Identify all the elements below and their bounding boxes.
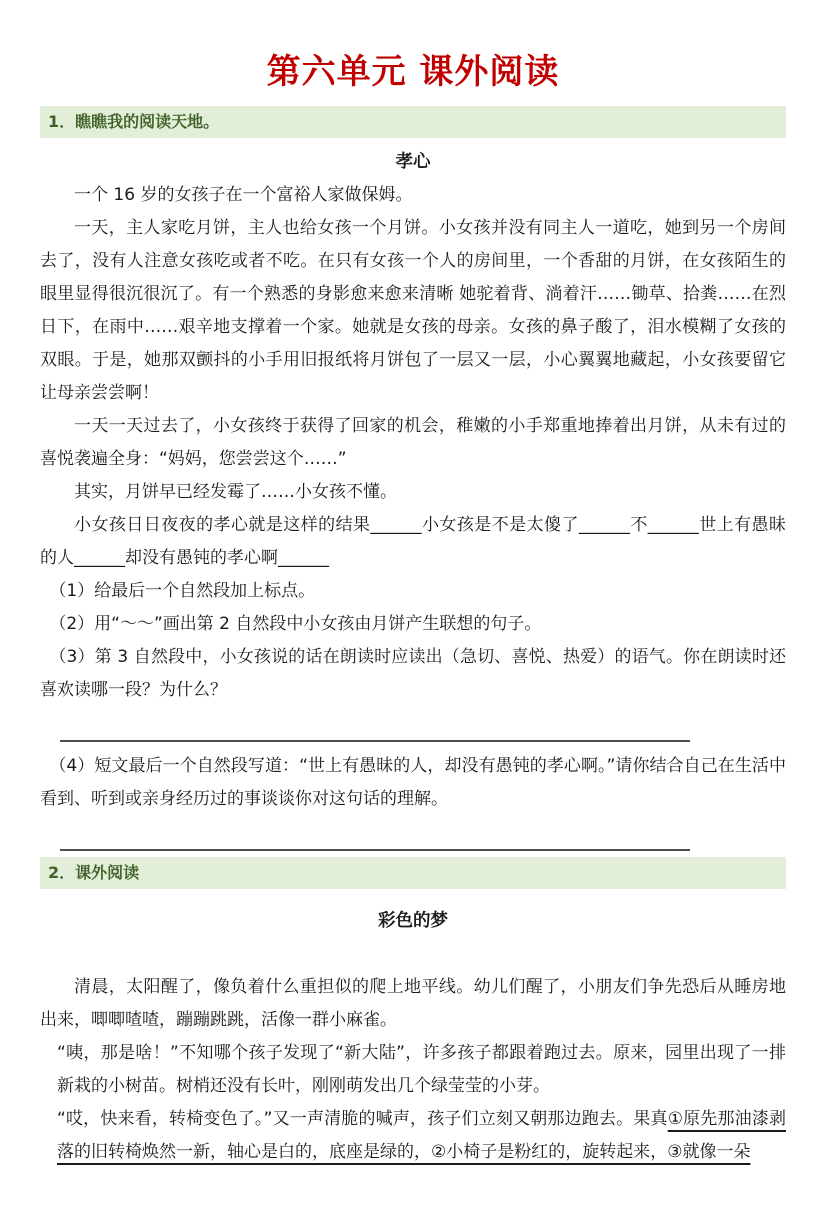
answer-line <box>60 825 690 851</box>
section-1-banner: 1．瞧瞧我的阅读天地。 <box>40 106 786 138</box>
article-1-paragraph: 一天一天过去了，小女孩终于获得了回家的机会，稚嫩的小手郑重地捧着出月饼，从未有过的喜悦袭遍全身：“妈妈，您尝尝这个……” <box>40 416 786 469</box>
article-1-title: 孝心 <box>395 152 431 172</box>
paragraph-text-underlined: ①原先那油漆剥落的旧转椅焕然一新，轴心是白的，底座是绿的，②小椅子是粉红的，旋转起来，③就像一朵 <box>57 1109 786 1162</box>
question-3: （3）第 3 自然段中，小女孩说的话在朗读时应读出（急切、喜悦、热爱）的语气。你在朗读时还喜欢读哪一段？为什么？ <box>40 647 786 700</box>
article-2-paragraph: 清晨，太阳醒了，像负着什么重担似的爬上地平线。幼儿们醒了，小朋友们争先恐后从睡房地出来，唧唧喳喳，蹦蹦跳跳，活像一群小麻雀。 <box>40 977 786 1030</box>
article-1-paragraph: 一天，主人家吃月饼，主人也给女孩一个月饼。小女孩并没有同主人一道吃，她到另一个房间去了，没有人注意女孩吃或者不吃。在只有女孩一个人的房间里，一个香甜的月饼，在女孩陌生的眼里显得很沉很沉了。有一个熟悉的身影愈来愈来清晰 她驼着背、淌着汗……锄草、拾粪……在烈日下，在雨中……艰辛地支撑着一个家。她就是女孩的母亲。女孩的鼻子酸了，泪水模糊了女孩的双眼。于是，她那双颤抖的小手用旧报纸将月饼包了一层又一层，小心翼翼地藏起，小女孩要留它让母亲尝尝啊！ <box>40 218 786 403</box>
paragraph-text-normal: “哎，快来看，转椅变色了。”又一声清脆的喊声，孩子们立刻又朝那边跑去。果真 <box>57 1109 668 1129</box>
article-1-paragraph: 其实，月饼早已经发霉了……小女孩不懂。 <box>74 482 397 502</box>
article-2-paragraph <box>57 1103 786 1169</box>
article-1-paragraph: 一个 16 岁的女孩子在一个富裕人家做保姆。 <box>74 185 413 205</box>
section-2-banner: 2．课外阅读 <box>40 857 786 889</box>
spacer <box>40 816 786 825</box>
question-2: （2）用“～～”画出第 2 自然段中小女孩由月饼产生联想的句子。 <box>49 614 542 634</box>
question-1: （1）给最后一个自然段加上标点。 <box>49 581 316 601</box>
page-title: 第六单元 课外阅读 <box>266 52 560 92</box>
worksheet-page <box>0 50 827 1169</box>
spacer <box>40 707 786 716</box>
answer-line <box>60 716 690 742</box>
article-2-title: 彩色的梦 <box>378 911 448 931</box>
article-1-paragraph-with-blanks: 小女孩日日夜夜的孝心就是这样的结果______小女孩是不是太傻了______不______世上有愚昧的人______却没有愚钝的孝心啊______ <box>40 515 786 568</box>
question-4: （4）短文最后一个自然段写道：“世上有愚昧的人，却没有愚钝的孝心啊。”请你结合自己在生活中看到、听到或亲身经历过的事谈谈你对这句话的理解。 <box>40 756 786 809</box>
article-2-paragraph: “咦，那是啥！”不知哪个孩子发现了“新大陆”，许多孩子都跟着跑过去。原来，园里出现了一排新栽的小树苗。树梢还没有长叶，刚刚萌发出几个绿莹莹的小芽。 <box>57 1043 786 1096</box>
